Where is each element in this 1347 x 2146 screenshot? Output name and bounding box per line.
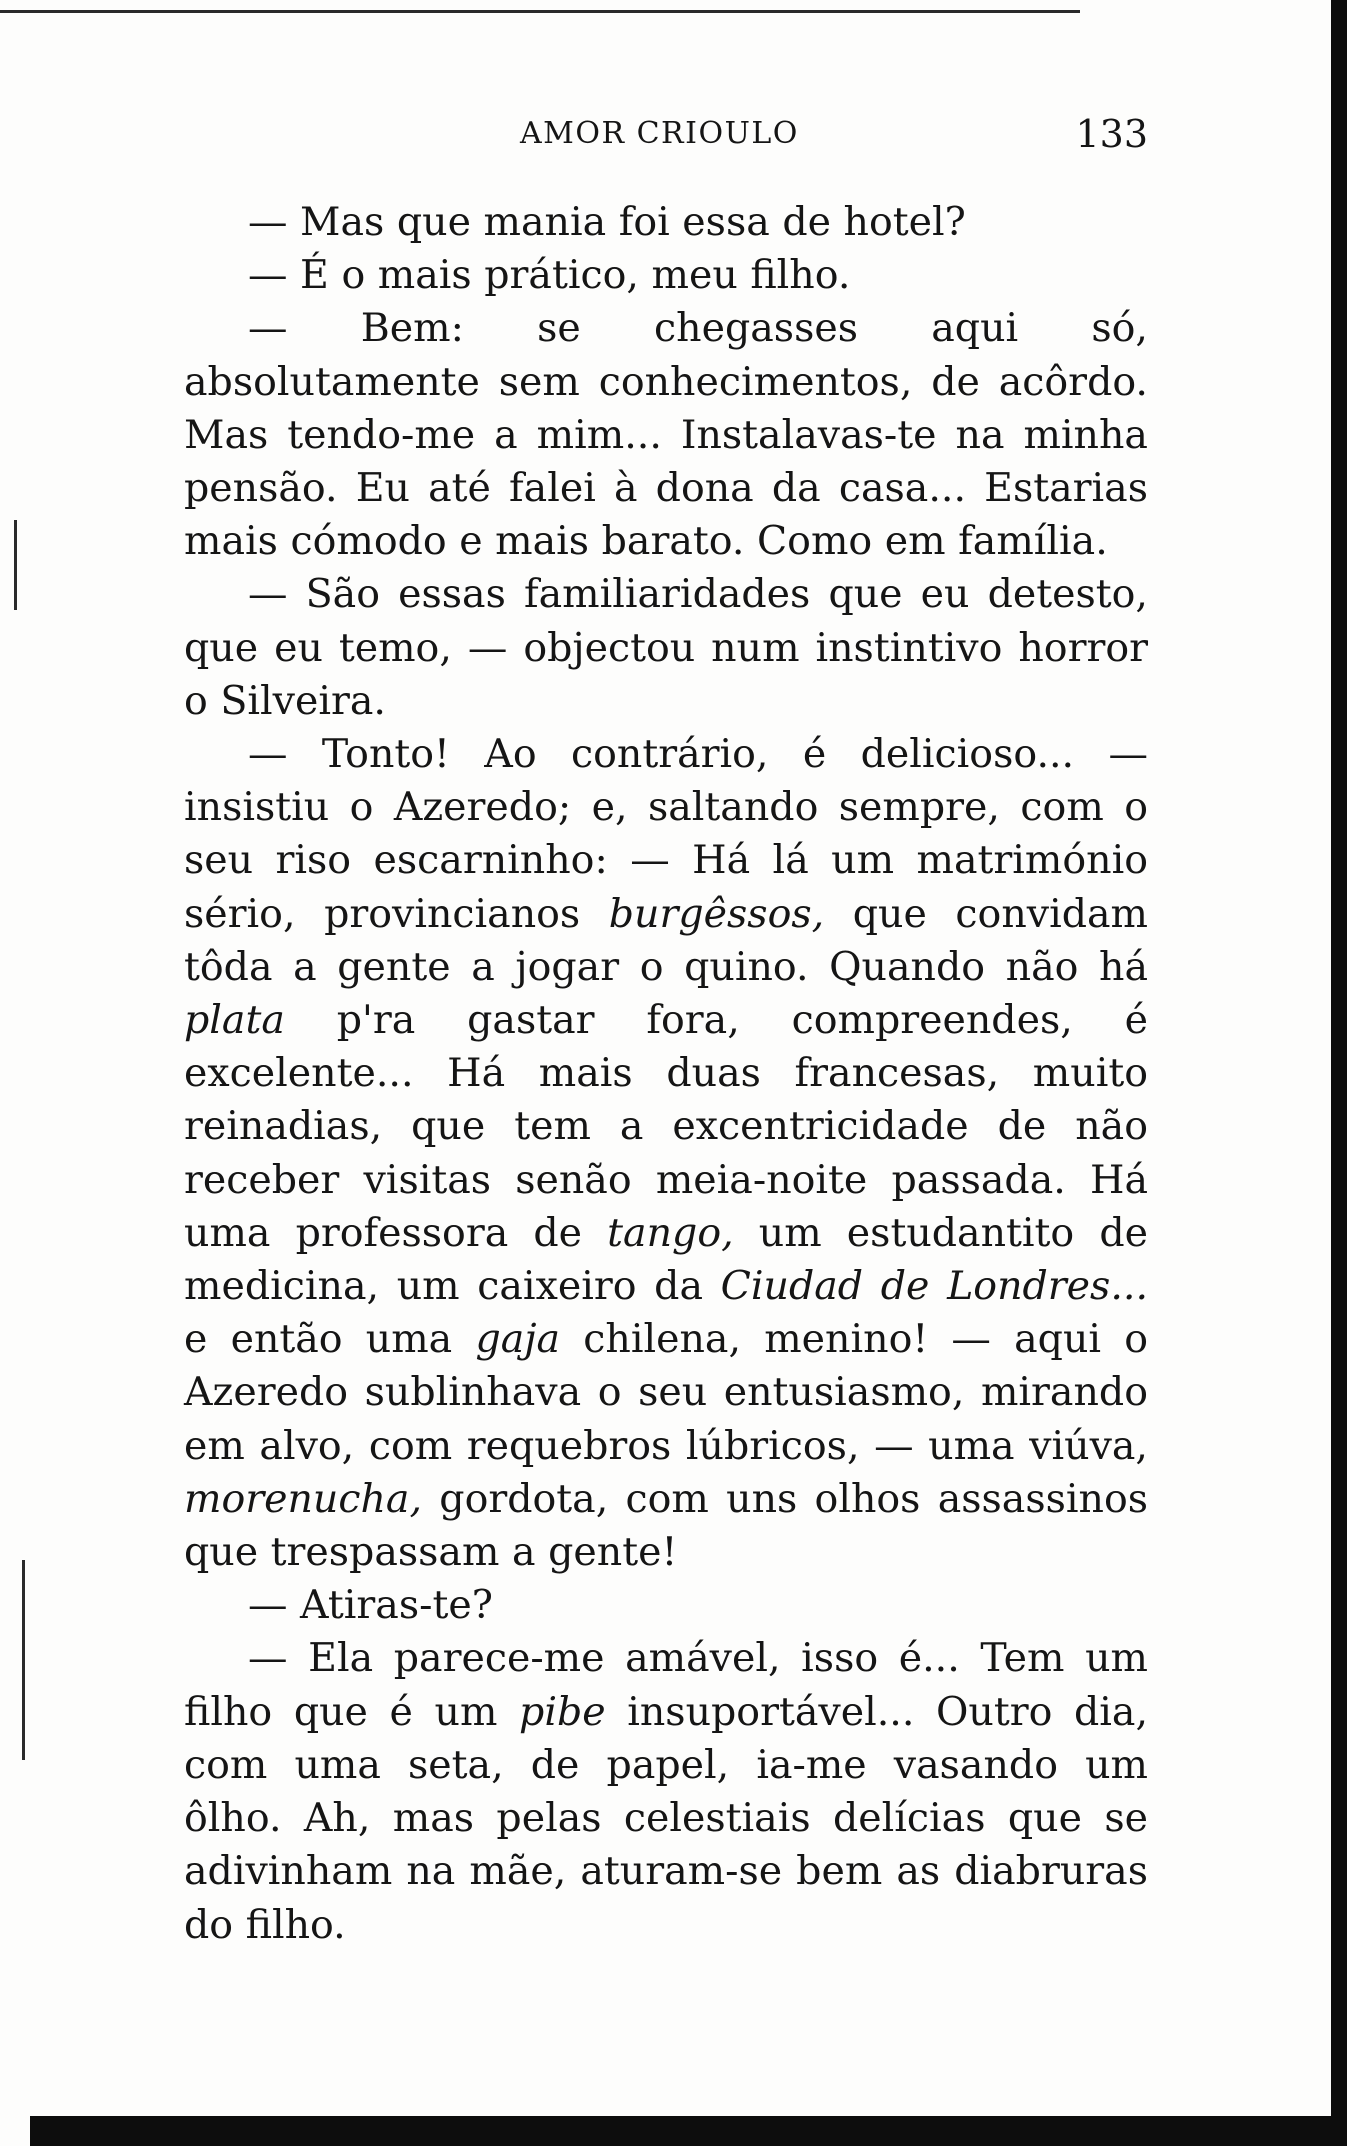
italic-segment: pibe (519, 1688, 606, 1735)
italic-segment: gaja (475, 1316, 561, 1363)
text-segment: gordota, com uns olhos assassinos que trespassam a gente! (184, 1475, 1148, 1576)
text-segment: — Mas que mania foi essa de hotel? (248, 199, 966, 245)
italic-segment: plata (184, 997, 285, 1044)
paragraph (184, 249, 1148, 302)
scan-left-mark (22, 1560, 25, 1760)
text-segment: p'ra gastar fora, compreendes, é excelente... Há mais duas francesas, muito reinadias, que tem a excentricidade de não receber visitas senão meia-noite passada. Há uma professora de (184, 997, 1148, 1256)
italic-segment: tango, (607, 1209, 734, 1256)
italic-segment: Ciudad de Londres... (720, 1263, 1148, 1310)
scan-left-mark (14, 520, 17, 610)
text-segment: — São essas familiaridades que eu detesto, que eu temo, — objectou num instintivo horror o Silveira. (184, 571, 1148, 724)
text-segment: — É o mais prático, meu filho. (248, 252, 851, 299)
italic-segment: morenucha, (184, 1475, 423, 1522)
paragraph (184, 1632, 1148, 1951)
text-segment: insuportável... Outro dia, com uma seta, de papel, ia-me vasando um ôlho. Ah, mas pelas celestiais delícias que se adivinham na mãe, aturam-se bem as diabruras do filho. (184, 1688, 1148, 1948)
scan-bottom-edge (30, 2116, 1347, 2146)
paragraph (184, 302, 1148, 568)
page-header (184, 112, 1148, 160)
italic-segment: burgêssos, (608, 890, 825, 937)
text-segment: um estudantito de medicina, um caixeiro da (184, 1209, 1148, 1310)
body-text (184, 196, 1148, 1952)
scan-right-edge (1331, 0, 1347, 2146)
paragraph (184, 1579, 1148, 1632)
running-title: AMOR CRIOULO (520, 116, 799, 151)
paragraph (184, 568, 1148, 728)
text-segment: que convidam tôda a gente a jogar o quino. Quando não há (184, 890, 1148, 990)
text-segment: e então uma (184, 1316, 476, 1363)
text-segment: — Tonto! Ao contrário, é delicioso... — insistiu o Azeredo; e, saltando sempre, com o seu riso escarninho: — Há lá um matrimónio sério, provincianos (184, 731, 1148, 937)
text-segment: — Bem: se chegasses aqui só, absolutamente sem conhecimentos, de acôrdo. Mas tendo-me a mim... Instalavas-te na minha pensão. Eu até falei à dona da casa... Estarias mais cómodo e mais barato. Como em família. (184, 305, 1148, 565)
text-segment: — Atiras-te? (248, 1582, 493, 1629)
paragraph (184, 728, 1148, 1579)
text-segment: chilena, menino! — aqui o Azeredo sublinhava o seu entusiasmo, mirando em alvo, com requebros lúbricos, — uma viúva, (184, 1316, 1148, 1469)
scan-top-rule (0, 10, 1080, 13)
text-segment: — Ela parece-me amável, isso é... Tem um filho que é um (184, 1635, 1148, 1735)
page-number: 133 (1075, 112, 1148, 156)
paragraph (184, 196, 1148, 249)
